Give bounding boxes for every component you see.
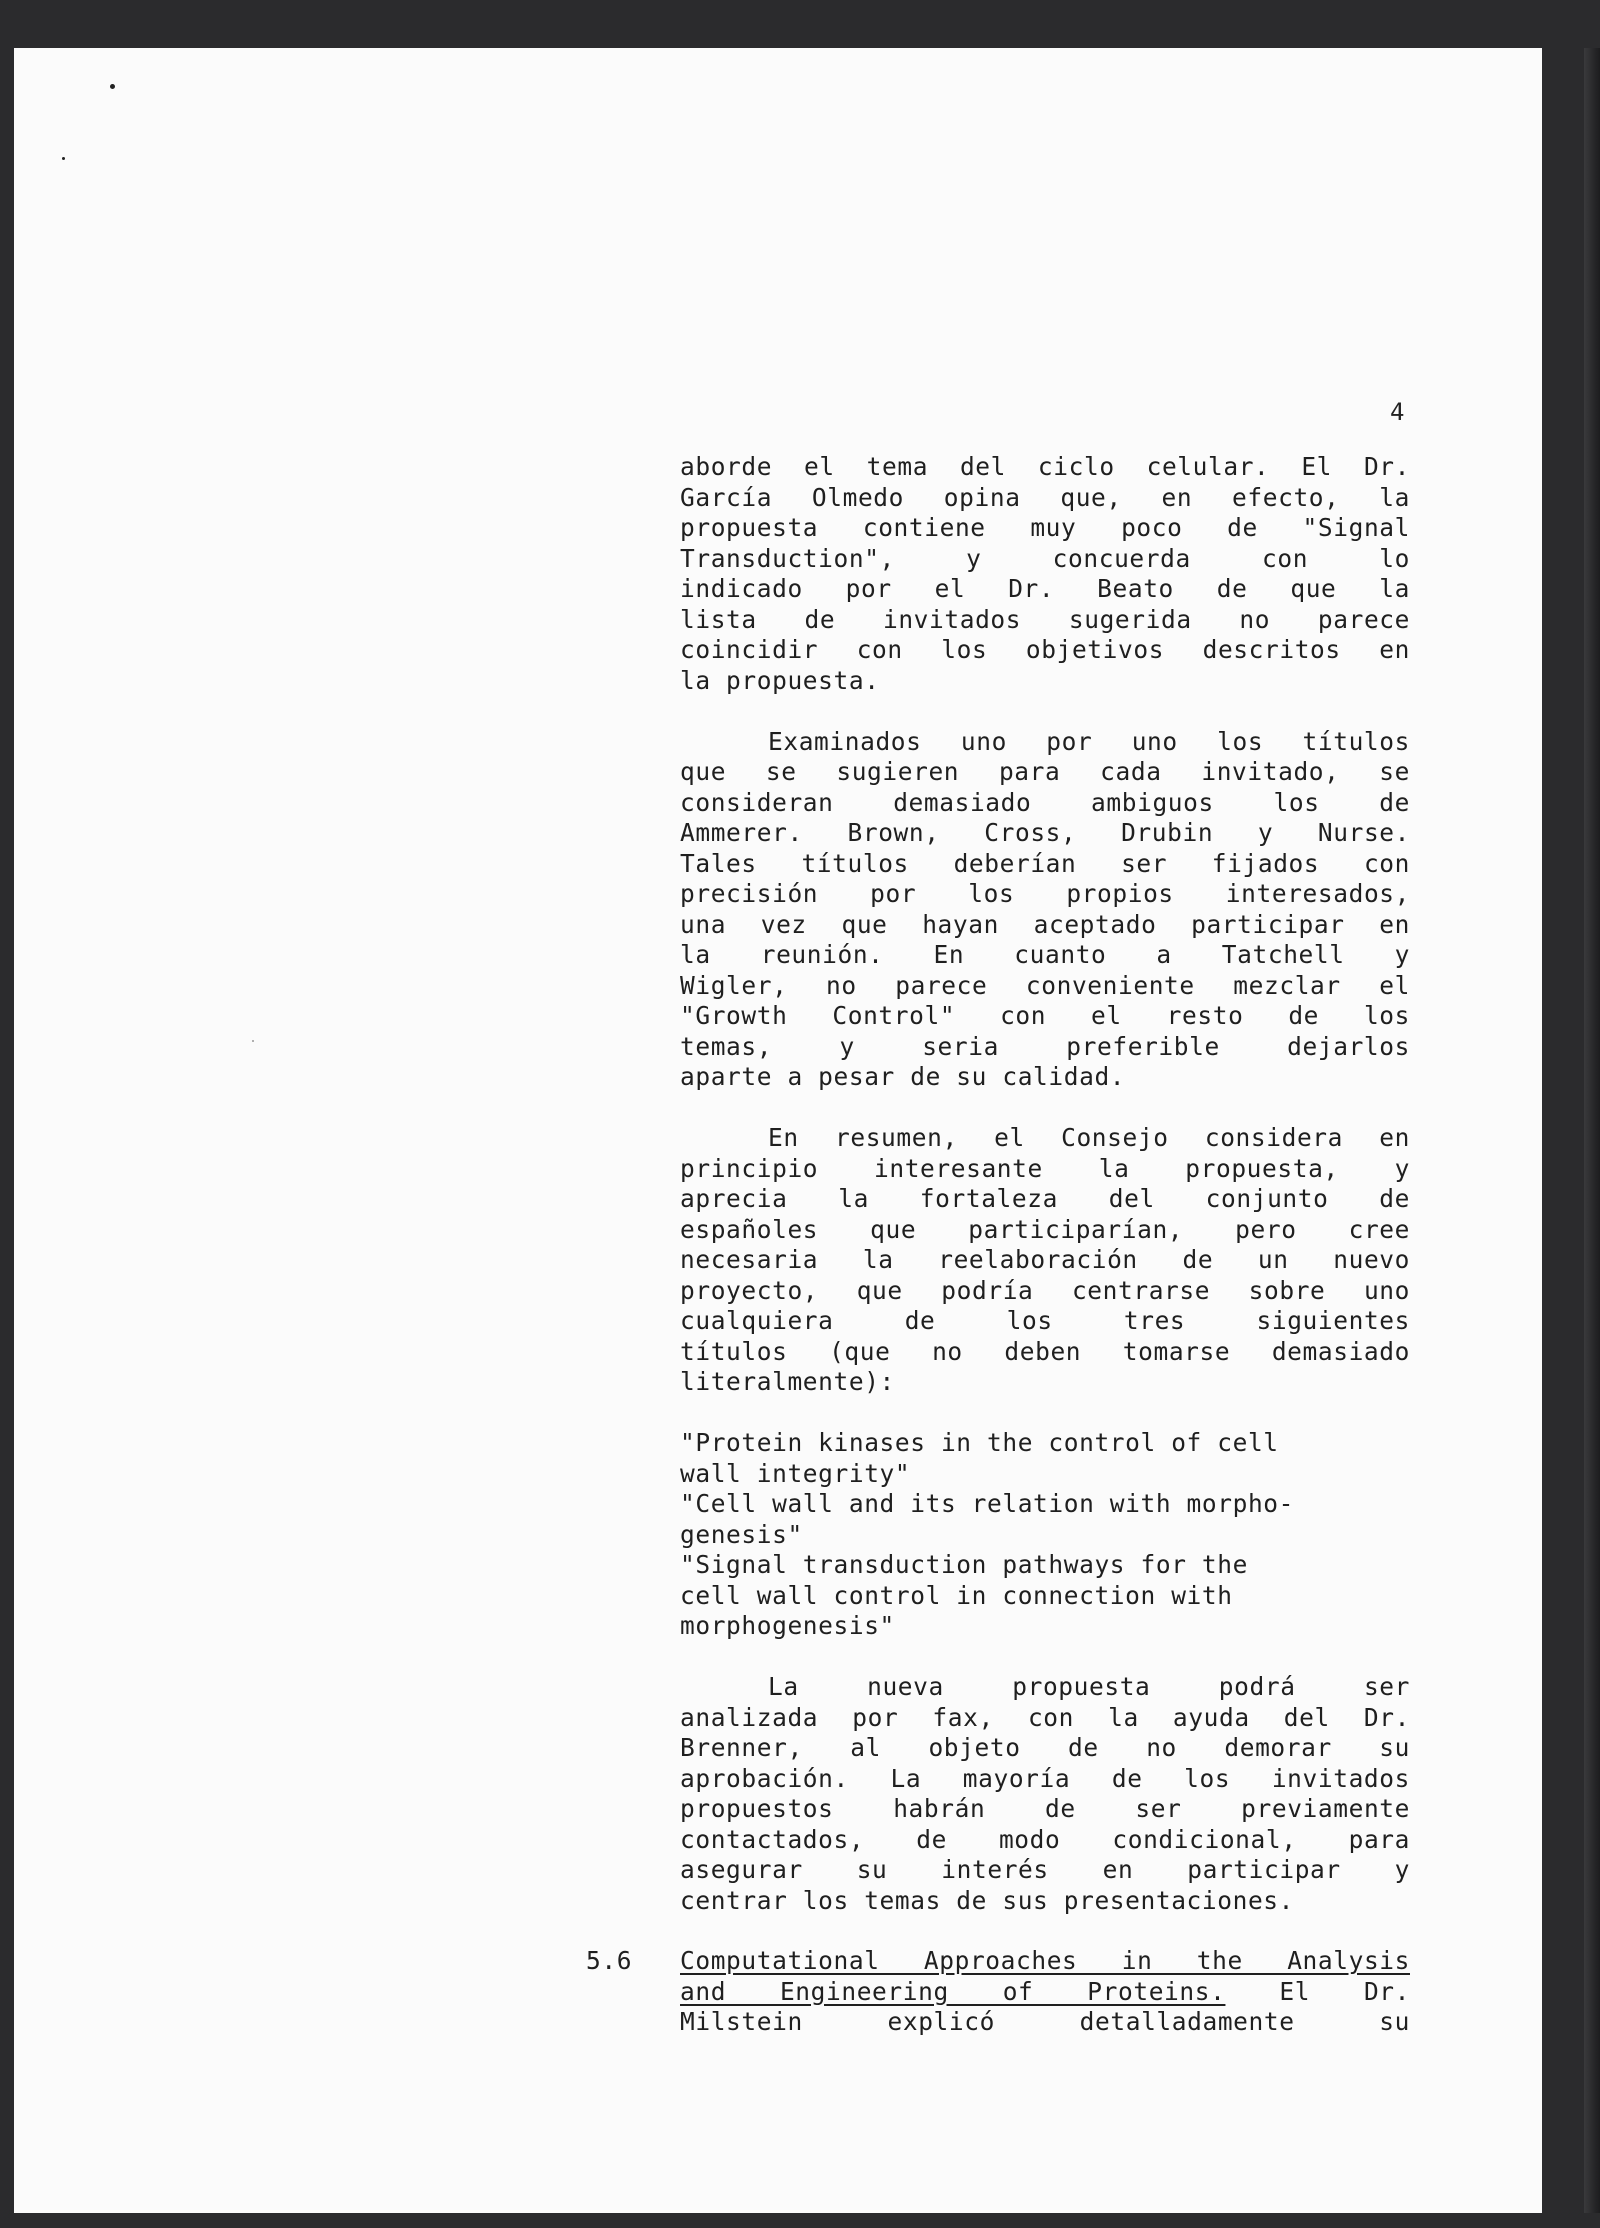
text-line: morphogenesis" (680, 1611, 895, 1640)
text-line: consideran demasiado ambiguos los de (680, 787, 1410, 817)
paragraph (680, 1428, 1410, 1642)
text-line: En resumen, el Consejo considera en (768, 1123, 1410, 1152)
paragraph (680, 1672, 1410, 1916)
text-line: propuesta contiene muy poco de "Signal (680, 513, 1410, 542)
text-line: Examinados uno por uno los títulos (768, 726, 1410, 756)
text-line: literalmente): (680, 1367, 895, 1396)
text-line: Wigler, no parece conveniente mezclar el (680, 970, 1410, 1000)
text-line: coincidir con los objetivos descritos en (680, 635, 1410, 664)
section-title-line: Computational Approaches in the Analysis (680, 1946, 1410, 1975)
page-number: 4 (1390, 398, 1405, 426)
text-line: propuestos habrán de ser previamente (680, 1794, 1410, 1823)
text-line: aparte a pesar de su calidad. (680, 1062, 1126, 1091)
text-line: aborde el tema del ciclo celular. El Dr. (680, 452, 1410, 481)
text-line: La nueva propuesta podrá ser (768, 1672, 1410, 1701)
text-line: "Cell wall and its relation with morpho- (680, 1489, 1295, 1518)
text-line: "Protein kinases in the control of cell (680, 1428, 1279, 1457)
text-line: asegurar su interés en participar y (680, 1855, 1410, 1884)
scan-speck (252, 1040, 254, 1042)
text-line: "Signal transduction pathways for the (680, 1550, 1248, 1579)
text-line: García Olmedo opina que, en efecto, la (680, 482, 1410, 512)
text-line: una vez que hayan aceptado participar en (680, 909, 1410, 939)
paragraph (680, 727, 1410, 1093)
text-line: títulos (que no deben tomarse demasiado (680, 1336, 1410, 1366)
body-text (680, 452, 1410, 1947)
paragraph (680, 452, 1410, 696)
scan-speck (62, 157, 65, 160)
text-line: que se sugieren para cada invitado, se (680, 757, 1410, 786)
section-body (680, 1946, 1410, 2038)
text-line: cualquiera de los tres siguientes (680, 1306, 1410, 1335)
page-edge (1584, 48, 1600, 2213)
text-line: Transduction", y concuerda con lo (680, 543, 1410, 573)
text-line: necesaria la reelaboración de un nuevo (680, 1245, 1410, 1274)
text-line: la propuesta. (680, 665, 880, 695)
text-line: Brenner, al objeto de no demorar su (680, 1733, 1410, 1762)
text-line: genesis" (680, 1519, 803, 1549)
text-line: cell wall control in connection with (680, 1580, 1233, 1610)
text-line: españoles que participarían, pero cree (680, 1214, 1410, 1244)
text-line: centrar los temas de sus presentaciones. (680, 1885, 1295, 1915)
text-line: la reunión. En cuanto a Tatchell y (680, 940, 1410, 969)
text-line: precisión por los propios interesados, (680, 879, 1410, 908)
text-line: contactados, de modo condicional, para (680, 1824, 1410, 1854)
scan-speck (110, 84, 115, 89)
text-line: wall integrity" (680, 1458, 911, 1488)
text-line: proyecto, que podría centrarse sobre uno (680, 1275, 1410, 1305)
text-line: aprobación. La mayoría de los invitados (680, 1763, 1410, 1793)
text-line: "Growth Control" con el resto de los (680, 1001, 1410, 1030)
text-line: temas, y seria preferible dejarlos (680, 1031, 1410, 1061)
section-text-line: Milstein explicó detalladamente su (680, 2007, 1410, 2036)
text-line: indicado por el Dr. Beato de que la (680, 574, 1410, 603)
text-line: aprecia la fortaleza del conjunto de (680, 1184, 1410, 1213)
section-number: 5.6 (586, 1946, 633, 1975)
text-line: Ammerer. Brown, Cross, Drubin y Nurse. (680, 818, 1410, 847)
text-line: analizada por fax, con la ayuda del Dr. (680, 1702, 1410, 1732)
paragraph (680, 1123, 1410, 1398)
text-line: Tales títulos deberían ser fijados con (680, 848, 1410, 878)
text-line: lista de invitados sugerida no parece (680, 604, 1410, 634)
text-line: principio interesante la propuesta, y (680, 1153, 1410, 1183)
section-title-line: and Engineering of Proteins. El Dr. (680, 1976, 1410, 2006)
